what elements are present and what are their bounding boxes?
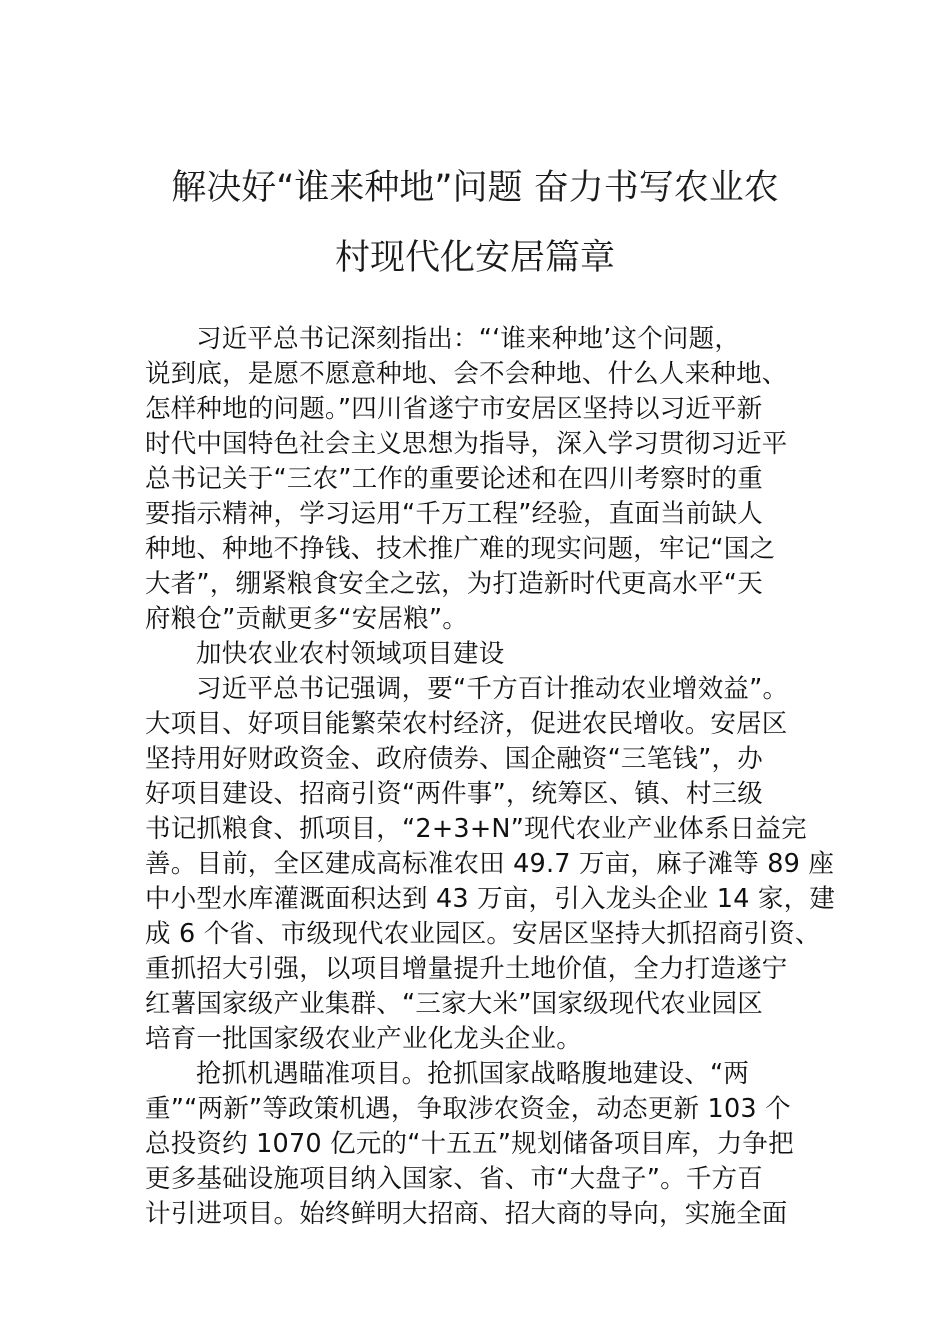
body-line: 种地、种地不挣钱、技术推广难的现实问题，牢记“国之 (145, 534, 776, 564)
body-line: 中小型水库灌溉面积达到 43 万亩，引入龙头企业 14 家，建 (145, 884, 836, 914)
body-line: 大项目、好项目能繁荣农村经济，促进农民增收。安居区 (145, 709, 788, 739)
body-line: 府粮仓”贡献更多“安居粮”。 (145, 604, 468, 634)
body-line: 习近平总书记深刻指出：“‘谁来种地’这个问题， (196, 324, 741, 354)
body-line: 计引进项目。始终鲜明大招商、招大商的导向，实施全面 (145, 1199, 788, 1229)
body-line: 红薯国家级产业集群、“三家大米”国家级现代农业园区 (145, 989, 763, 1019)
body-line: 重”“两新”等政策机遇，争取涉农资金，动态更新 103 个 (145, 1094, 791, 1124)
body-line: 更多基础设施项目纳入国家、省、市“大盘子”。千方百 (145, 1164, 763, 1194)
body-line: 书记抓粮食、抓项目，“2+3+N”现代农业产业体系日益完 (145, 814, 807, 844)
body-line: 怎样种地的问题。”四川省遂宁市安居区坚持以习近平新 (145, 394, 763, 424)
document-title-line-2: 村现代化安居篇章 (334, 238, 615, 278)
body-line: 总投资约 1070 亿元的“十五五”规划储备项目库，力争把 (145, 1129, 794, 1159)
body-line: 说到底，是愿不愿意种地、会不会种地、什么人来种地、 (145, 359, 788, 389)
body-line: 好项目建设、招商引资“两件事”，统筹区、镇、村三级 (145, 779, 763, 809)
body-line: 抢抓机遇瞄准项目。抢抓国家战略腹地建设、“两 (196, 1059, 750, 1089)
body-line: 习近平总书记强调，要“千方百计推动农业增效益”。 (196, 674, 789, 704)
body-line: 要指示精神，学习运用“千万工程”经验，直面当前缺人 (145, 499, 763, 529)
section-heading: 加快农业农村领域项目建设 (196, 639, 505, 669)
body-line: 培育一批国家级农业产业化龙头企业。 (145, 1024, 582, 1054)
body-line: 善。目前，全区建成高标准农田 49.7 万亩，麻子滩等 89 座 (145, 849, 835, 879)
body-line: 总书记关于“三农”工作的重要论述和在四川考察时的重 (145, 464, 763, 494)
document-body (145, 322, 836, 1232)
body-line: 时代中国特色社会主义思想为指导，深入学习贯彻习近平 (145, 429, 788, 459)
body-line: 重抓招大引强，以项目增量提升土地价值，全力打造遂宁 (145, 954, 788, 984)
document-title-line-1: 解决好“谁来种地”问题 奋力书写农业农 (171, 168, 779, 208)
body-line: 坚持用好财政资金、政府债券、国企融资“三笔钱”，办 (145, 744, 763, 774)
body-line: 大者”，绷紧粮食安全之弦，为打造新时代更高水平“天 (145, 569, 763, 599)
body-line: 成 6 个省、市级现代农业园区。安居区坚持大抓招商引资、 (145, 919, 821, 949)
